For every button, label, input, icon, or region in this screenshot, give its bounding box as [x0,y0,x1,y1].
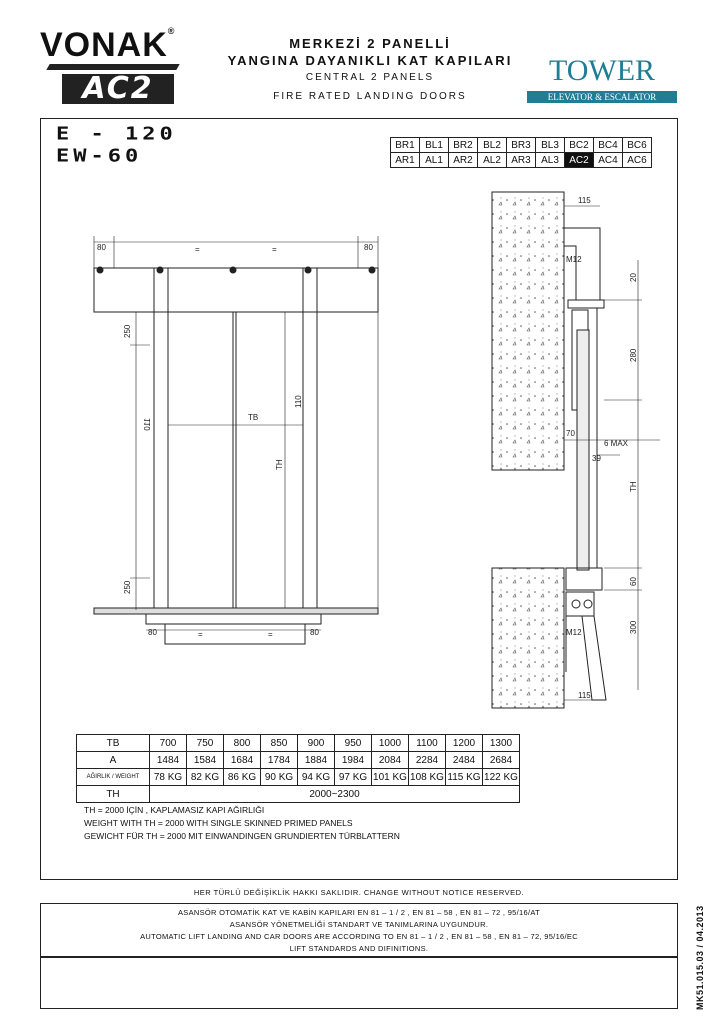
dim-sill-right: 80 [310,628,319,637]
top-bracket [564,228,600,300]
document-id: MK51.015.03 / 04.2013 [695,905,705,1010]
model-cell-selected: AC2 [565,153,594,168]
cell: 1200 [446,735,483,752]
cell: 101 KG [372,769,409,786]
cell: 1984 [335,752,372,769]
note-en: WEIGHT WITH TH = 2000 WITH SINGLE SKINNED PRIMED PANELS [84,818,353,828]
cell: 2284 [409,752,446,769]
dim-top-section: 250 [123,324,132,338]
cell: 750 [187,735,224,752]
std-tr-line1: ASANSÖR OTOMATİK KAT VE KABİN KAPILARI EN 81 – 1 / 2 , EN 81 – 58 , EN 81 – 72 , 95/16/AT [178,908,540,917]
model-cell: AC6 [623,153,652,168]
cell: 800 [224,735,261,752]
left-post [154,268,168,610]
dim-sill-300: 300 [629,620,638,634]
spec-row-tb [77,735,520,752]
model-cell: BC4 [594,138,623,153]
cell: 700 [150,735,187,752]
cell: 97 KG [335,769,372,786]
dim-equal: = [272,245,277,254]
dim-equal: = [268,630,273,639]
header-th: TH [77,786,150,803]
cell: 90 KG [261,769,298,786]
dim-post-left: 110 [143,418,152,431]
header-tb: TB [77,735,150,752]
title-en-line1: CENTRAL 2 PANELS [305,72,435,83]
model-cell: BC6 [623,138,652,153]
wall-lower [492,568,564,708]
weight-en: WEIGHT [115,774,140,780]
cell: 1884 [298,752,335,769]
cell: 86 KG [224,769,261,786]
model-cell: BR2 [449,138,478,153]
dim-equal: = [198,630,203,639]
dim-sill-39: 39 [592,454,601,463]
note-tr: TH = 2000 İÇİN , KAPLAMASIZ KAPI AĞIRLIĞI [84,805,265,815]
cell: 950 [335,735,372,752]
dim-post-right: 110 [294,395,303,408]
door-panel-section [577,330,589,570]
std-en-line2: LIFT STANDARDS AND DIFINITIONS. [289,944,429,953]
dim-wall-top: 115 [578,196,591,205]
brand-name: VONAK [40,26,168,64]
th-range: 2000~2300 [150,786,520,803]
dim-gap-70: 70 [566,429,575,438]
note-de: GEWICHT FÜR TH = 2000 MIT EINWANDINGEN GRUNDIERTEN TÜRBLATTERN [84,831,400,841]
model-cell: BL1 [420,138,449,153]
spec-row-a [77,752,520,769]
cell: 122 KG [483,769,520,786]
cell: 850 [261,735,298,752]
spec-table [76,734,520,803]
rights-notice: HER TÜRLÜ DEĞİŞİKLİK HAKKI SAKLIDIR. CHANGE WITHOUT NOTICE RESERVED. [193,888,525,897]
dim-sill-60: 60 [629,577,638,586]
wall-upper [492,192,564,470]
cell: 82 KG [187,769,224,786]
cell: 1684 [224,752,261,769]
title-en-line2: FIRE RATED LANDING DOORS [273,91,467,102]
header-beam [94,268,378,312]
dim-clear-width: TB [248,413,259,422]
model-badge: AC2 [62,74,174,104]
bolt-bottom-label: M12 [566,628,582,637]
model-cell: BR3 [507,138,536,153]
model-cell: AL2 [478,153,507,168]
cell: 2684 [483,752,520,769]
fire-rating-e: E - 120 [56,124,177,145]
right-post [303,268,317,610]
tower-logo: TOWER [548,54,656,87]
bottom-sill [566,568,602,590]
model-cell: AC4 [594,153,623,168]
dim-bottom-section: 250 [123,580,132,594]
cell: 2084 [372,752,409,769]
std-en-line1: AUTOMATIC LIFT LANDING AND CAR DOORS ARE ACCORDING TO EN 81 – 1 / 2 , EN 81 – 58 , EN 81 – 72, 95/16/EC [140,932,578,941]
cell: 2484 [446,752,483,769]
front-elevation [94,236,378,644]
model-cell: AR3 [507,153,536,168]
header-weight [77,769,150,786]
cell: 1100 [409,735,446,752]
title-tr-line1: MERKEZİ 2 PANELLİ [289,36,451,51]
cell: 1584 [187,752,224,769]
dim-equal: = [195,245,200,254]
header-a: A [77,752,150,769]
model-cell: BC2 [565,138,594,153]
weight-tr: AĞIRLIK [86,774,111,780]
dim-left-margin: 80 [97,243,106,252]
model-cell: AL3 [536,153,565,168]
cell: 115 KG [446,769,483,786]
weight-sep: / [112,774,114,780]
dim-right-margin: 80 [364,243,373,252]
cell: 78 KG [150,769,187,786]
cell: 1300 [483,735,520,752]
fire-rating-ew: EW-60 [56,146,143,167]
spec-row-th [77,786,520,803]
cell: 108 KG [409,769,446,786]
cell: 94 KG [298,769,335,786]
dim-max-gap: 6 MAX [604,439,629,448]
dim-head-280: 280 [629,348,638,362]
title-tr-line2: YANGINA DAYANIKLI KAT KAPILARI [227,53,513,68]
blank-box [40,957,678,1009]
cell: 1484 [150,752,187,769]
model-cell: AR1 [391,153,420,168]
cell: 1000 [372,735,409,752]
std-tr-line2: ASANSÖR YÖNETMELİĞİ STANDART VE TANIMLARINA UYGUNDUR. [229,920,489,929]
dim-gap-20: 20 [629,273,638,282]
spec-row-weight [77,769,520,786]
cell: 1784 [261,752,298,769]
registered-mark: ® [167,26,176,36]
dim-clear-height: TH [275,459,284,470]
cell: 900 [298,735,335,752]
tower-tagline: ELEVATOR & ESCALATOR [527,91,677,103]
model-cell: BL2 [478,138,507,153]
dim-sill-left: 80 [148,628,157,637]
model-cell: AR2 [449,153,478,168]
model-cell: AL1 [420,153,449,168]
model-cell: BL3 [536,138,565,153]
dim-wall-bottom: 115 [578,691,591,700]
bolt-top-label: M12 [566,255,582,264]
model-cell: BR1 [391,138,420,153]
dim-clear-height: TH [629,481,638,492]
